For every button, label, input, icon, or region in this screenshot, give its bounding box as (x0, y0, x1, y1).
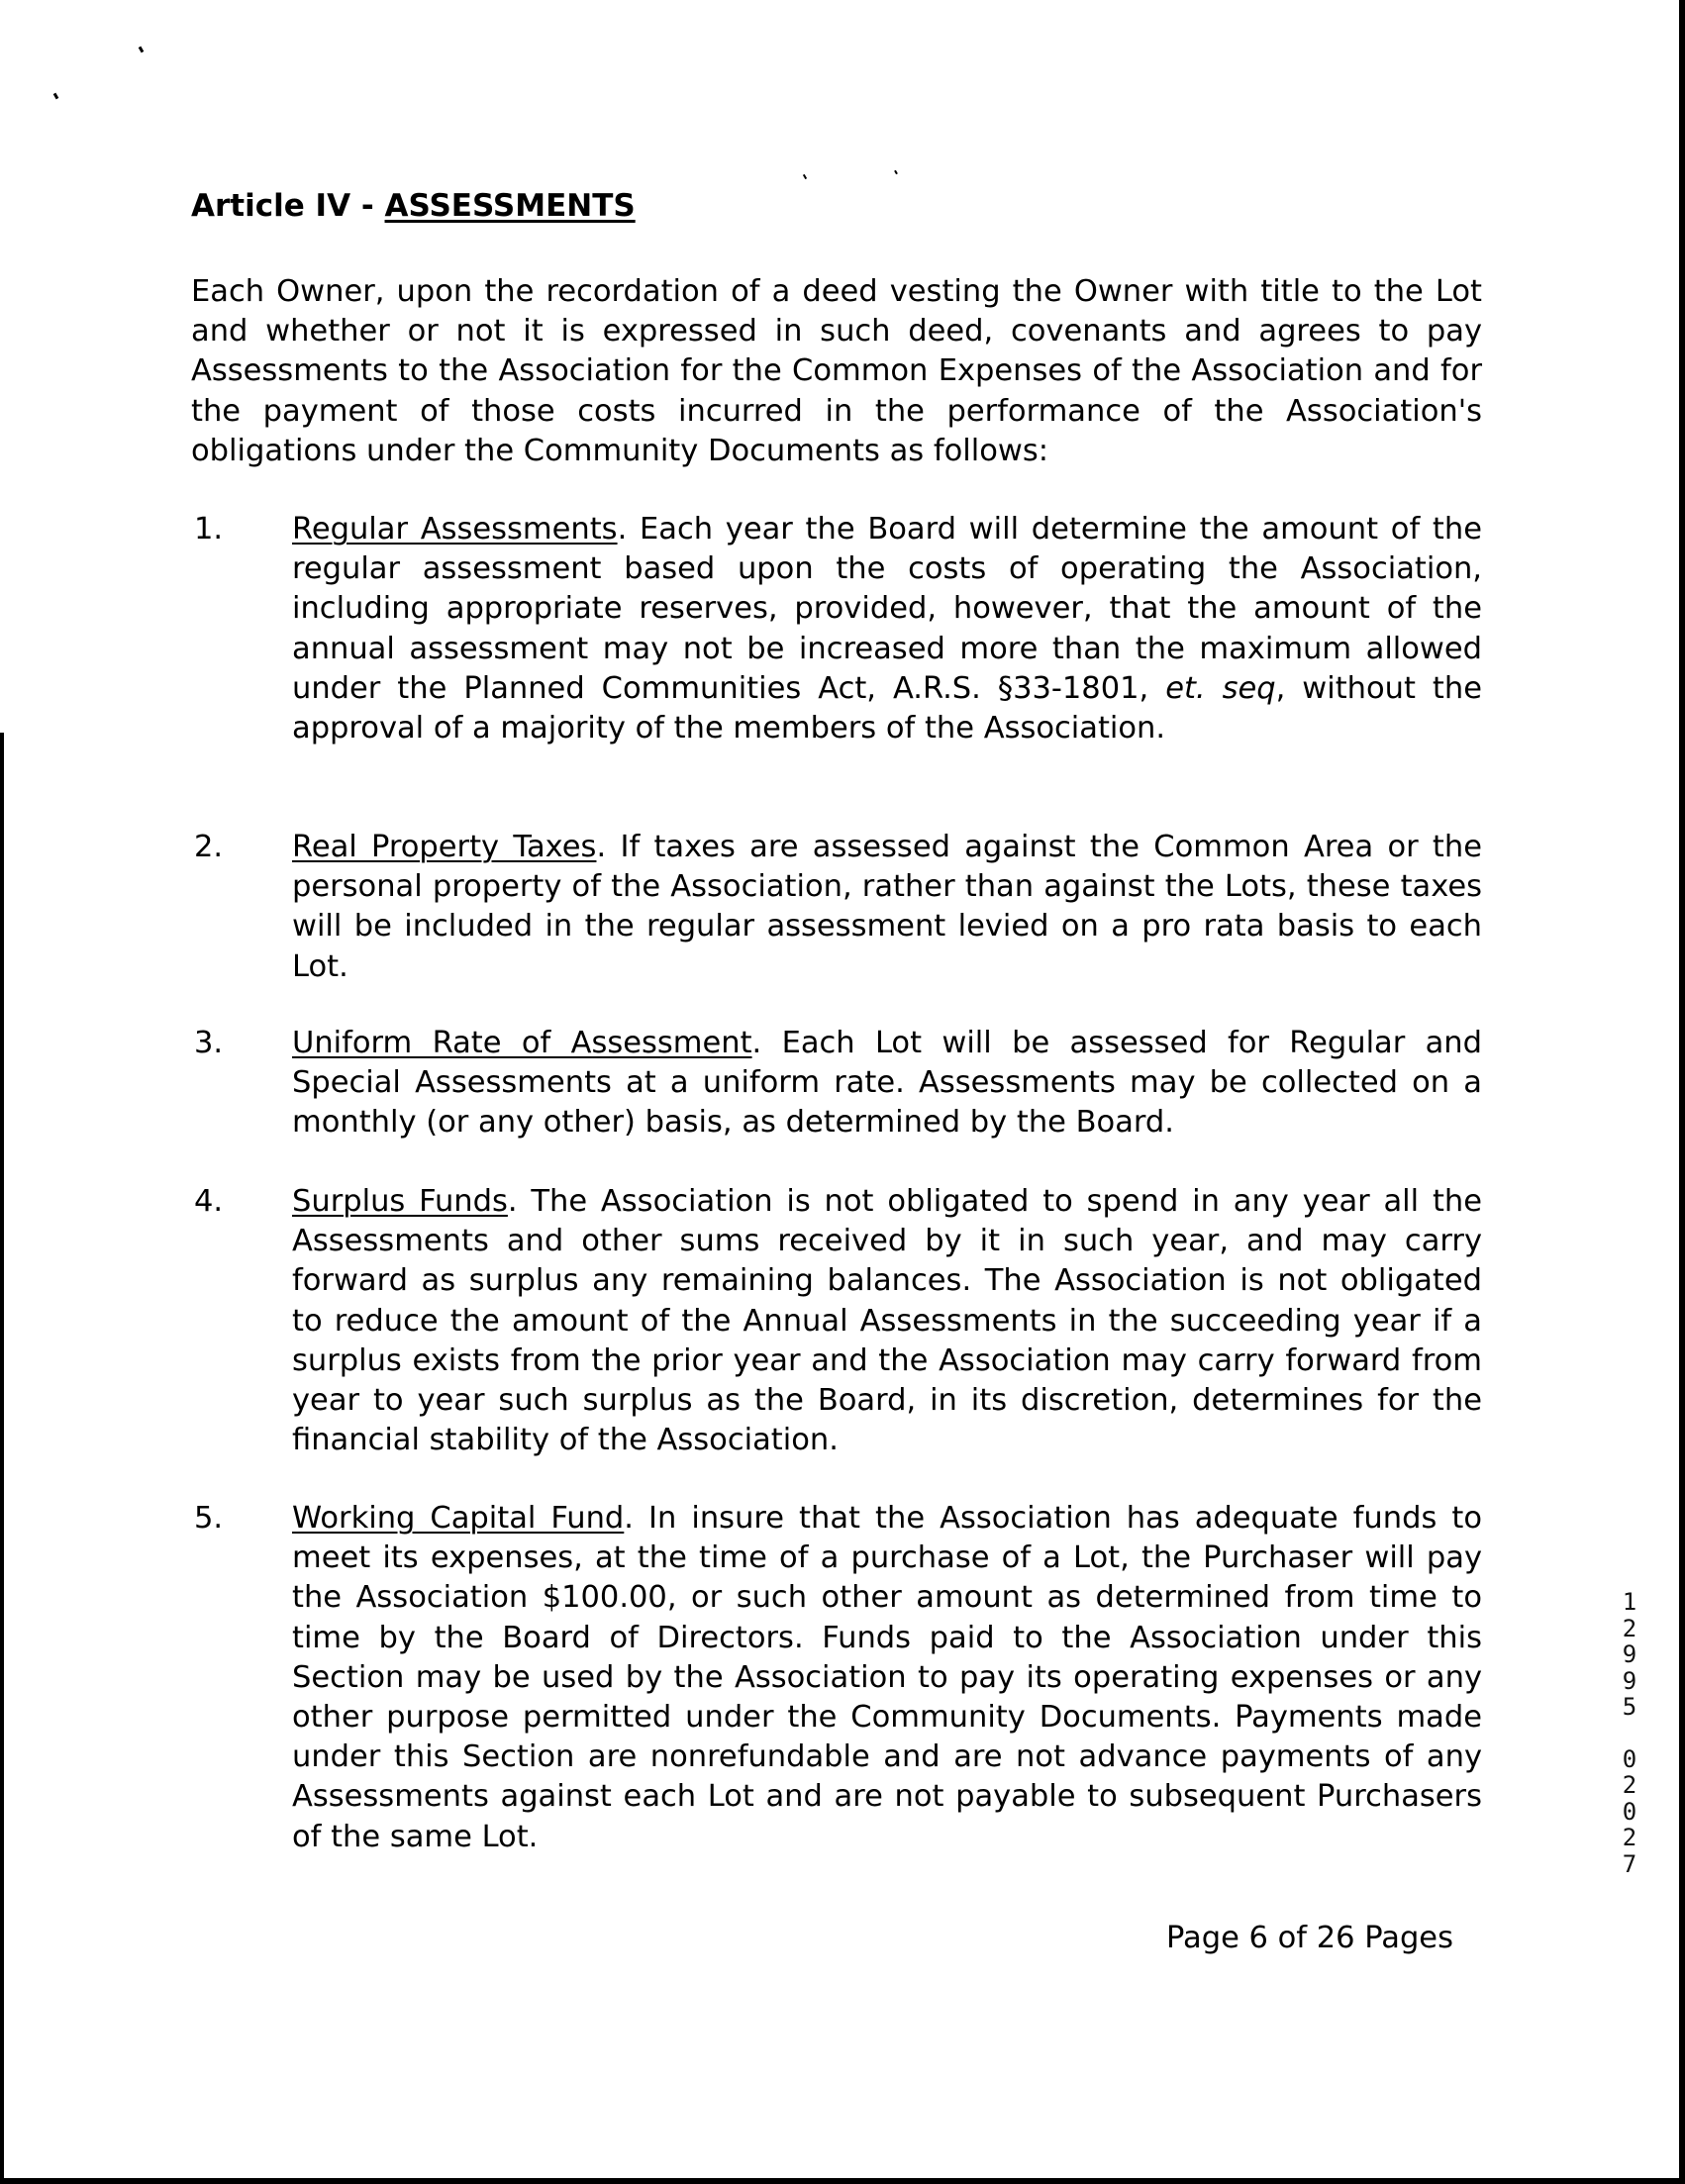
article-title (191, 188, 636, 224)
item-heading: Regular Assessments (292, 512, 618, 546)
scan-edge-right (1679, 0, 1685, 2184)
stamp-digit: 1 (1622, 1588, 1637, 1616)
item-text-end: , without the approval of a majority of the members of the Association. (292, 670, 1482, 746)
stamp-digit: 7 (1622, 1849, 1637, 1878)
scan-speck (139, 47, 145, 53)
recording-stamp (1615, 1589, 1644, 1877)
stamp-digit: 0 (1622, 1744, 1637, 1773)
section-item-working-capital-fund (292, 1499, 1482, 1857)
section-item-regular-assessments (292, 510, 1482, 748)
item-text: . Each year the Board will determine the amount of the regular assessment based upon the costs of operating the Association, including appropriate reserves, provided, however, that the amount of the annual assessment may not be increased more than the maximum allowed under the Planned Communities Act, A.R.S. §33-1801, (292, 512, 1482, 706)
intro-paragraph: Each Owner, upon the recordation of a deed vesting the Owner with title to the Lot and whether or not it is expressed in such deed, covenants and agrees to pay Assessments to the Association for the Common Expenses of the Association and for the payment of those costs incurred in the performance of the Association's obligations under the Community Documents as follows: (191, 274, 1482, 468)
item-italic-text: et. seq (1165, 670, 1276, 706)
item-text: . In insure that the Association has adequate funds to meet its expenses, at the time of a purchase of a Lot, the Purchaser will pay the Association $100.00, or such other amount as determined from time to time by the Board of Directors. Funds paid to the Association under this Section may be used by the Association to pay its operating expenses or any other purpose permitted under the Community Documents. Payments made under this Section are nonrefundable and are not advance payments of any Assessments against each Lot and are not payable to subsequent Purchasers of the same Lot. (292, 1501, 1482, 1854)
stamp-digit: 9 (1622, 1666, 1637, 1695)
stamp-digit: 0 (1622, 1797, 1637, 1826)
stamp-gap (1615, 1721, 1644, 1746)
item-text: . If taxes are assessed against the Common Area or the personal property of the Association, rather than against the Lots, these taxes will be included in the regular assessment levied on a pro rata basis to each Lot. (292, 830, 1482, 984)
stamp-digit: 2 (1622, 1824, 1637, 1851)
stamp-digit: 2 (1622, 1771, 1637, 1799)
stamp-digit: 5 (1622, 1693, 1637, 1721)
section-item-surplus-funds (292, 1182, 1482, 1460)
scan-speck (803, 174, 807, 179)
section-item-real-property-taxes (292, 828, 1482, 987)
page-footer: Page 6 of 26 Pages (1166, 1921, 1453, 1955)
item-number: 4. (194, 1184, 224, 1219)
scan-speck (894, 170, 898, 174)
article-heading: ASSESSMENTS (384, 188, 636, 224)
item-number: 5. (194, 1501, 224, 1536)
scan-edge-bottom (0, 2178, 1685, 2184)
article-prefix: Article IV - (191, 188, 385, 224)
item-heading: Real Property Taxes (292, 830, 597, 864)
scan-speck (53, 93, 59, 100)
item-text: . Each Lot will be assessed for Regular and Special Assessments at a uniform rate. Assessments may be collected on a monthly (or any other) basis, as determined by the Board. (292, 1026, 1482, 1141)
item-number: 3. (194, 1026, 224, 1060)
item-text: . The Association is not obligated to spend in any year all the Assessments and other sums received by it in such year, and may carry forward as surplus any remaining balances. The Association is not obligated to reduce the amount of the Annual Assessments in the succeeding year if a surplus exists from the prior year and the Association may carry forward from year to year such surplus as the Board, in its discretion, determines for the financial stability of the Association. (292, 1184, 1482, 1458)
item-heading: Uniform Rate of Assessment (292, 1026, 752, 1060)
section-item-uniform-rate (292, 1024, 1482, 1143)
item-number: 1. (194, 512, 224, 546)
scan-edge-left (0, 733, 4, 2184)
item-heading: Surplus Funds (292, 1184, 508, 1219)
item-number: 2. (194, 830, 224, 864)
stamp-digit: 9 (1622, 1640, 1637, 1668)
item-heading: Working Capital Fund (292, 1501, 625, 1536)
stamp-digit: 2 (1622, 1614, 1637, 1642)
